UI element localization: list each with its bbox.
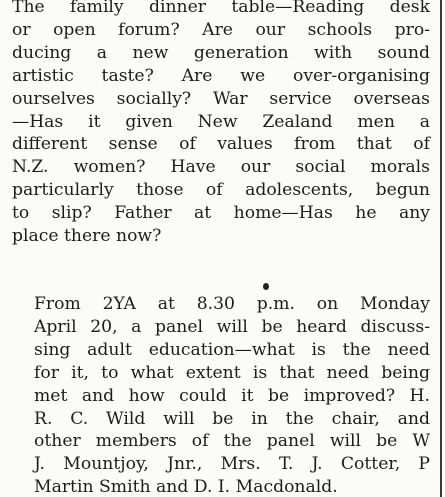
text-line: to slip? Father at home—Has he any xyxy=(12,203,430,224)
text-line: sing adult education—what is the need xyxy=(34,339,430,360)
text-line: The family dinner table—Reading desk xyxy=(12,0,430,17)
text-line: Martin Smith and D. I. Macdonald. xyxy=(34,477,338,497)
text-line: ducing a new generation with sound xyxy=(12,42,430,63)
text-line: place there now? xyxy=(12,226,162,247)
article-paragraph-1 xyxy=(12,0,430,248)
text-line: artistic taste? Are we over-organising xyxy=(12,65,430,86)
column-rule xyxy=(440,0,442,497)
text-line: other members of the panel will be W xyxy=(34,431,430,452)
text-line: different sense of values from that of xyxy=(12,134,430,155)
text-line: N.Z. women? Have our social morals xyxy=(12,157,430,178)
text-line: April 20, a panel will be heard discuss- xyxy=(34,316,430,337)
text-line: met and how could it be improved? H. xyxy=(34,385,430,406)
text-line: J. Mountjoy, Jnr., Mrs. T. J. Cotter, P xyxy=(34,454,430,475)
text-line: or open forum? Are our schools pro- xyxy=(12,19,430,40)
article-paragraph-2 xyxy=(12,293,430,497)
text-line: particularly those of adolescents, begun xyxy=(12,180,430,201)
text-line: ourselves socially? War service overseas xyxy=(12,88,430,109)
text-line: From 2YA at 8.30 p.m. on Monday xyxy=(34,294,430,314)
text-line: —Has it given New Zealand men a xyxy=(12,111,430,132)
text-line: for it, to what extent is that need being xyxy=(34,362,430,383)
text-line: R. C. Wild will be in the chair, and xyxy=(34,408,430,429)
ink-speck-mark xyxy=(263,283,269,290)
